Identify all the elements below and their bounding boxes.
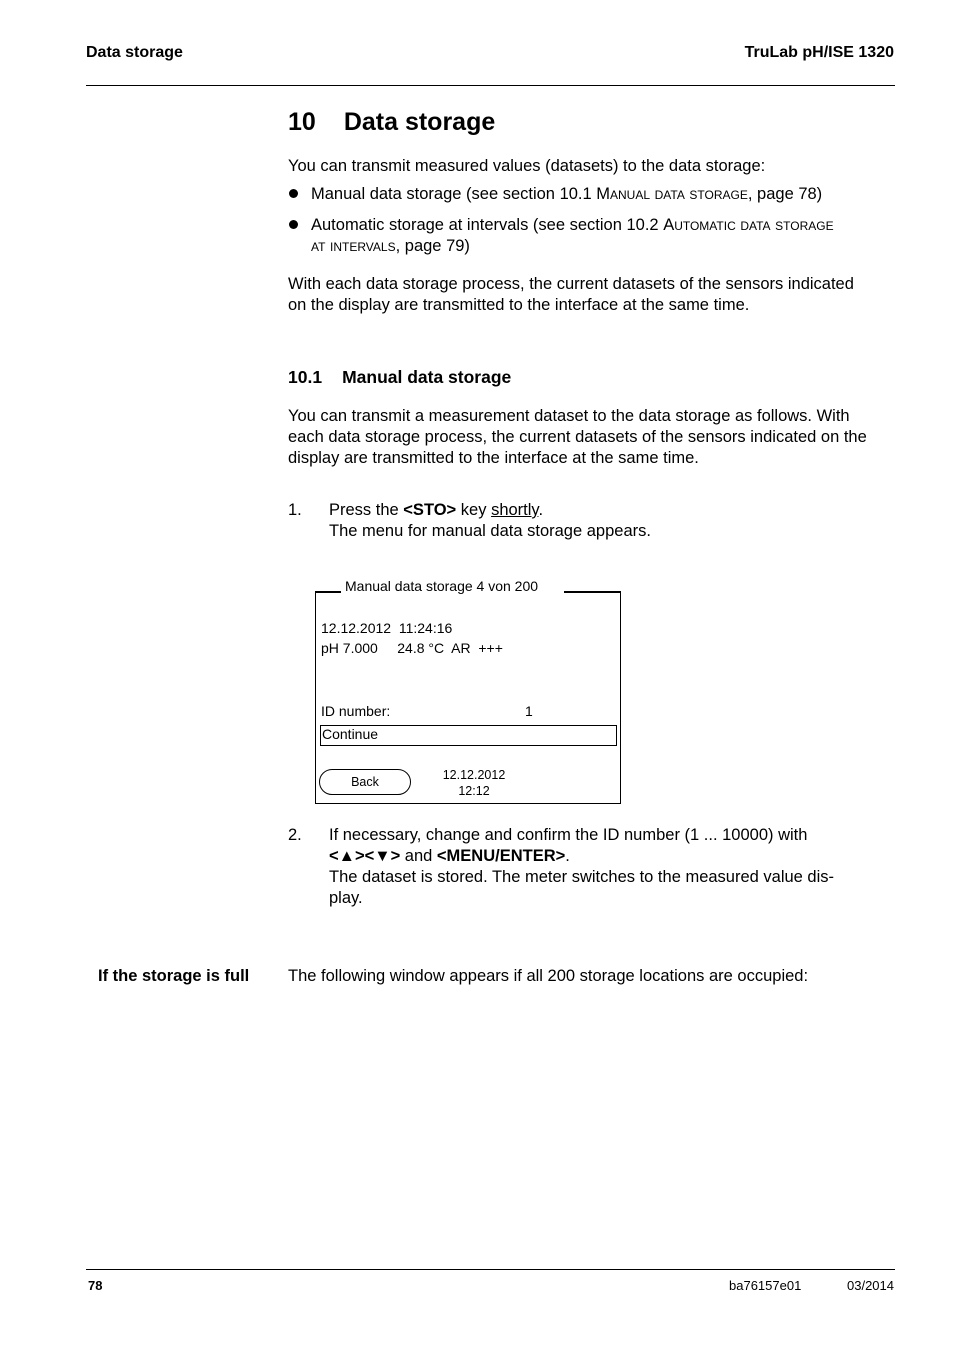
cross-reference: Automatic data storage xyxy=(663,216,834,234)
arrow-keys: <▲><▼> xyxy=(329,847,401,865)
id-number-value[interactable]: 1 xyxy=(525,703,533,719)
section-number: 10.1 xyxy=(288,367,323,387)
section-title: Manual data storage xyxy=(342,367,512,387)
bullet-item-manual xyxy=(311,184,822,205)
device-display xyxy=(315,578,621,804)
step-number: 1. xyxy=(288,501,302,519)
bullet-text: Manual data storage (see section 10.1 xyxy=(311,185,597,203)
bullet-item-automatic-cont xyxy=(311,236,470,257)
document-date: 03/2014 xyxy=(847,1278,894,1293)
text: key xyxy=(456,501,492,519)
step-2 xyxy=(329,825,834,909)
paragraph-transmit xyxy=(288,274,854,316)
chapter-title-text: Data storage xyxy=(343,108,496,136)
text-line: With each data storage process, the current datasets of the sensors indicated xyxy=(288,275,854,293)
bullet-text: , page 78) xyxy=(747,185,823,203)
emphasis: shortly xyxy=(491,501,539,519)
step-1 xyxy=(329,500,651,542)
text: . xyxy=(565,847,570,865)
intro-text: You can transmit measured values (datasets) to the data storage: xyxy=(288,157,766,175)
text: and xyxy=(400,847,437,865)
text: Press the xyxy=(329,501,404,519)
cross-reference: Manual data storage xyxy=(596,185,748,203)
step-1-result: The menu for manual data storage appears. xyxy=(329,522,651,540)
bullet-dot xyxy=(289,189,298,198)
text-line xyxy=(329,846,834,867)
clock-date: 12.12.2012 xyxy=(442,768,506,782)
step-1-line xyxy=(329,500,651,521)
id-number-label: ID number: xyxy=(321,703,391,719)
clock-time: 12:12 xyxy=(458,784,490,798)
bullet-dot xyxy=(289,220,298,229)
header-rule xyxy=(86,85,895,86)
step-number: 2. xyxy=(288,826,302,844)
display-title: Manual data storage 4 von 200 xyxy=(345,578,539,594)
margin-label: If the storage is full xyxy=(98,967,250,985)
document-number: ba76157e01 xyxy=(729,1278,802,1293)
cross-reference: at intervals xyxy=(311,237,396,255)
running-header-left: Data storage xyxy=(86,44,183,61)
bullet-text: , page 79) xyxy=(395,237,470,255)
bullet-item-automatic xyxy=(311,215,834,236)
text-line: display are transmitted to the interface at the same time. xyxy=(288,449,699,467)
page-number: 78 xyxy=(88,1278,103,1293)
text-line: each data storage process, the current datasets of the sensors indicated on the xyxy=(288,428,867,446)
text: . xyxy=(538,501,544,519)
text-line: The dataset is stored. The meter switches to the measured value dis- xyxy=(329,868,835,886)
display-datetime: 12.12.2012 11:24:16 xyxy=(321,620,453,636)
bullet-text: Automatic storage at intervals (see section 10.2 xyxy=(311,216,664,234)
display-reading: pH 7.000 24.8 °C AR +++ xyxy=(321,640,503,656)
display-frame-top xyxy=(315,591,341,593)
footer-rule xyxy=(86,1269,895,1270)
continue-option[interactable] xyxy=(320,725,617,746)
back-button[interactable]: Back xyxy=(319,769,411,795)
storage-full-text: The following window appears if all 200 storage locations are occupied: xyxy=(288,967,809,985)
display-clock xyxy=(434,767,514,799)
paragraph-manual xyxy=(288,406,867,469)
text-line: If necessary, change and confirm the ID number (1 ... 10000) with xyxy=(329,826,808,844)
section-heading xyxy=(288,367,511,388)
running-header-right: TruLab pH/ISE 1320 xyxy=(744,44,894,61)
continue-label: Continue xyxy=(322,726,379,742)
text-line: on the display are transmitted to the interface at the same time. xyxy=(288,296,750,314)
text-line: You can transmit a measurement dataset to the data storage as follows. With xyxy=(288,407,850,425)
text-line: play. xyxy=(329,889,363,907)
key-menu-enter: <MENU/ENTER> xyxy=(436,847,566,865)
key-sto: <STO> xyxy=(403,501,457,519)
chapter-number: 10 xyxy=(288,108,316,136)
display-frame-top xyxy=(564,591,621,593)
chapter-title xyxy=(288,108,495,137)
